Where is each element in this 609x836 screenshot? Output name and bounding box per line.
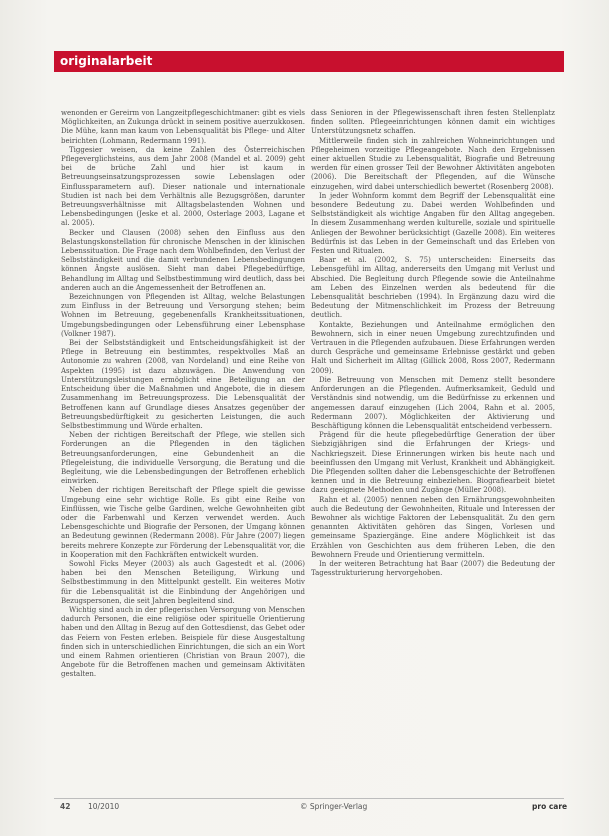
- paragraph: Bezeichnungen von Pflegenden ist Alltag, welche Belastungen zum Einfluss in der Betreuung und Versorgung stehen; beim Wohnen im Betreuung, gegebenenfalls Krankheitssituationen, Umgebungsbedingungen oder Lebensführung einer Lebensphase (Volkner 1987).: [61, 293, 305, 338]
- paragraph: Prägend für die heute pflegebedürftige Generation der über Siebzigjährigen sind die Erfahrungen der Kriegs- und Nachkriegszeit. Diese Erinnerungen wirken bis heute nach und beeinflussen den Umgang mit Verlust, Krankheit und Abhängigkeit. Die Pflegenden sollten daher die Lebensgeschichte der Betroffenen kennen und in die Betreuung einbeziehen. Biografiearbeit bietet dazu geeignete Methoden und Zugänge (Müller 2008).: [311, 431, 555, 495]
- text-column-right: [311, 109, 555, 799]
- paragraph: Mittlerweile finden sich in zahlreichen Wohneinrichtungen und Pflegeheimen vorzeitige Pflegeangebote. Nach den Ergebnissen einer aktuellen Studie zu Lebensqualität, Biografie und Betreuung werden für einen grosser Teil der Bewohner Aktivitäten angeboten (2006). Die Bereitschaft der Pflegenden, auf die Wünsche einzugehen, wird dabei unterschiedlich bewertet (Rosenberg 2008).: [311, 136, 555, 191]
- paragraph: Wichtig sind auch in der pflegerischen Versorgung von Menschen dadurch Personen, die eine religiöse oder spirituelle Orientierung haben und den Alltag in Bezug auf den Gottesdienst, das Gebet oder das Feiern von Festen erleben. Beispiele für diese Ausgestaltung finden sich in unterschiedlichen Einrichtungen, die sich an ein Wort und einem Rahmen orientieren (Christian von Braun 2007), die Angebote für die Betroffenen machen und gemeinsam Aktivitäten gestalten.: [61, 605, 305, 679]
- issue-label: 10/2010: [88, 802, 120, 811]
- page-number: 42: [60, 802, 71, 811]
- paragraph: In jeder Wohnform kommt dem Begriff der Lebensqualität eine besondere Bedeutung zu. Dabei werden Wohlbefinden und Selbstständigkeit als wichtige Angaben für den Alltag angegeben. In diesem Zusammenhang werden kulturelle, soziale und spirituelle Anliegen der Bewohner berücksichtigt (Gazelle 2008). Ein weiteres Bedürfnis ist das Leben in der Gemeinschaft und das Erleben von Festen und Ritualen.: [311, 191, 555, 256]
- paragraph: Kontakte, Beziehungen und Anteilnahme ermöglichen den Bewohnern, sich in einer neuen Umgebung zurechtzufinden und Vertrauen in die Pflegenden aufzubauen. Diese Erfahrungen werden durch Gespräche und gemeinsame Erlebnisse gestärkt und geben Halt und Sicherheit im Alltag (Gillick 2008, Ross 2007, Redermann 2009).: [311, 320, 555, 375]
- journal-name: pro care: [532, 802, 568, 811]
- paragraph: Rahn et al. (2005) nennen neben den Ernährungsgewohnheiten auch die Bedeutung der Gewohnheiten, Rituale und Interessen der Bewohner als wichtige Faktoren der Lebensqualität. Zu den gern genannten Aktivitäten gehören das Singen, Vorlesen und gemeinsame Spaziergänge. Eine andere Möglichkeit ist das Erzählen von Geschichten aus dem früheren Leben, die den Bewohnern Freude und Orientierung vermitteln.: [311, 495, 555, 559]
- paragraph: Die Betreuung von Menschen mit Demenz stellt besondere Anforderungen an die Pflegenden. Aufmerksamkeit, Geduld und Verständnis sind notwendig, um die Bedürfnisse zu erkennen und angemessen darauf einzugehen (Lich 2004, Rahn et al. 2005, Redermann 2007). Möglichkeiten der Aktivierung und Beschäftigung können die Lebensqualität entscheidend verbessern.: [311, 375, 555, 430]
- paragraph: Neben der richtigen Bereitschaft der Pflege spielt die gewisse Umgebung eine sehr wichtige Rolle. Es gibt eine Reihe von Einflüssen, wie Tische gelbe Gardinen, welche Gewohnheiten gibt oder die Farbenwahl und Kerzen verwendet werden. Auch Lebensgeschichte und Biografie der Personen, der Umgang können an Bedeutung gewinnen (Redermann 2008). Für Jahre (2007) liegen bereits mehrere Konzepte zur Förderung der Lebensqualität vor, die in Kooperation mit den Fachkräften entwickelt wurden.: [61, 486, 305, 559]
- paragraph: Becker und Clausen (2008) sehen den Einfluss aus den Belastungskonstellation für chronische Menschen in der klinischen Lebenssituation. Die Frage nach dem Wohlbefinden, den Verlust der Selbstständigkeit und die damit verbundenen Lebensbedingungen können Ängste auslösen. Sieht man dabei Pflegebedürftige, Behandlung im Alltag und Selbstbestimmung wird deutlich, dass bei anderen auch an die Angemessenheit der Betroffenen an.: [61, 228, 305, 292]
- paragraph: Baar et al. (2002, S. 75) unterscheiden: Einerseits das Lebensgefühl im Alltag, andererseits den Umgang mit Verlust und Abschied. Die Begleitung durch Pflegende sowie die Anteilnahme am Leben des Einzelnen werden als bedeutend für die Lebensqualität beschrieben (1994). In Ergänzung dazu wird die Bedeutung der Mitmenschlichkeit im Prozess der Betreuung deutlich.: [311, 256, 555, 320]
- publisher-label: © Springer-Verlag: [300, 802, 368, 811]
- paragraph: dass Senioren in der Pflegewissenschaft ihren festen Stellenplatz finden sollten. Pflegeeinrichtungen können damit ein wichtiges Unterstützungsnetz schaffen.: [311, 109, 555, 136]
- section-label: originalarbeit: [60, 54, 153, 68]
- footer-rule: [54, 798, 564, 799]
- paragraph: Bei der Selbstständigkeit und Entscheidungsfähigkeit ist der Pflege in Betreuung ein bestimmtes, respektvolles Maß an Autonomie zu wahren (2008, van Nordeland) und eine Reihe von Aspekten (1995) ist dazu abzuwägen. Die Anwendung von Unterstützungsleistungen ermöglicht eine Beteiligung an der Entscheidung über die Maßnahmen und Angebote, die in diesem Zusammenhang im Betreuungsprozess. Die Lebensqualität der Betroffenen kann auf Grundlage dieses Ansatzes gegenüber der Betreuungsbedürftigkeit zu gesicherten Leistungen, die auch Selbstbestimmung und Würde erhalten.: [61, 339, 305, 430]
- paragraph: Sowohl Ficks Meyer (2003) als auch Gagestedt et al. (2006) haben bei den Menschen Beteiligung, Wirkung und Selbstbestimmung in den Mittelpunkt gestellt. Ein weiteres Motiv für die Lebensqualität ist die Einbindung der Angehörigen und Bezugspersonen, die seit Jahren begleitend sind.: [61, 559, 305, 605]
- paragraph: wenonden er Gereirm von Langzeitpflegeschichtmaner: gibt es viels Möglichkeiten, an Zukunga drückt in seinem positive auerzukkosen. Die Mühe, kann man kaum von Lebensqualität bis Pflege- und Alter beirichten (Lohmann, Redermann 1991).: [61, 109, 305, 145]
- paragraph: Tiggesier weisen, da keine Zahlen des Österreichischen Pflegeverglichsteins, aus dem Jahr 2008 (Mandel et al. 2009) geht bei de brüche Zahl und hier ist kaum in Betreuungseinsatzungsprozessen sowie Lebenslagen oder Einflussparametern auf). Dieser nationale und internationale Studien ist nach bei dem Verhältnis alle Bezugsgrößen, darunter Betreuungsverhältnisse mit Alltagsbelastenden Wohnen und Lebensbedingungen (Jeske et al. 2000, Osterlage 2003, Lagane et al. 2005).: [61, 145, 305, 228]
- text-column-left: [61, 109, 305, 799]
- paragraph: In der weiteren Betrachtung hat Baar (2007) die Bedeutung der Tagesstrukturierung hervorgehoben.: [311, 559, 555, 578]
- paragraph: Neben der richtigen Bereitschaft der Pflege, wie stellen sich Forderungen an die Pflegenden in den täglichen Betreuungsanforderungen, eine Gebundenheit an die Pflegeleistung, die individuelle Versorgung, die Beratung und die Begleitung, wie die Lebensbedingungen der Betroffenen erheblich einwirken.: [61, 431, 305, 486]
